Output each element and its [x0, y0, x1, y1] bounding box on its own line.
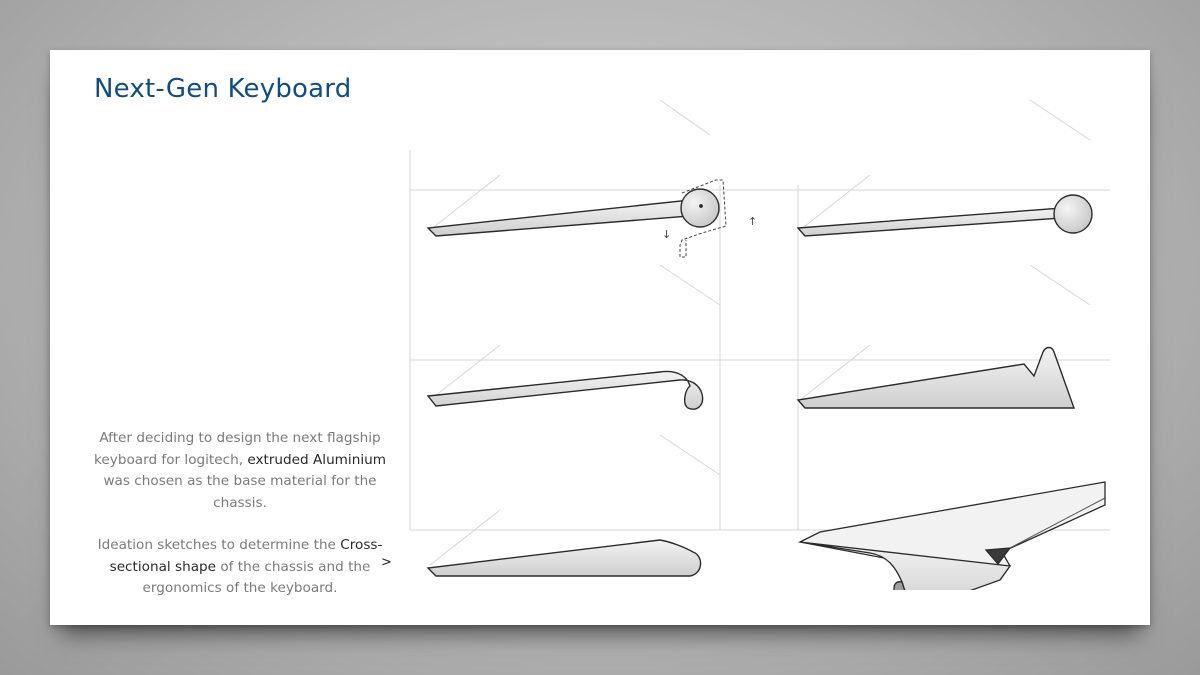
- description-paragraph-2: [90, 535, 390, 600]
- p2-text-1: Ideation sketches to determine the: [97, 537, 341, 553]
- p1-text-2: was chosen as the base material for the chassis.: [103, 473, 377, 511]
- description-paragraph-1: [90, 428, 390, 514]
- svg-text:↓: ↓: [662, 228, 672, 241]
- sketch-profile-ball-end: [798, 195, 1092, 236]
- sketch-profile-curled-edge: [428, 371, 703, 409]
- p2-emphasis-cross-sectional-shape: Cross-sectional shape: [109, 537, 383, 575]
- svg-text:↑: ↑: [748, 215, 758, 228]
- slide-title: Next-Gen Keyboard: [94, 74, 352, 104]
- sketch-profile-rounded-wedge: [428, 540, 701, 576]
- p1-emphasis-extruded-aluminium: extruded Aluminium: [247, 451, 386, 468]
- pencil-sketch-illustration: [390, 90, 1130, 590]
- sketch-profile-notched-edge: [798, 348, 1074, 409]
- sketch-profile-round-knob: [428, 180, 757, 257]
- p2-text-2: of the chassis and the ergonomics of the keyboard.: [142, 558, 371, 596]
- construction-lines: [410, 100, 1110, 565]
- next-arrow-icon[interactable]: >: [381, 555, 392, 570]
- description-text: [90, 428, 390, 600]
- sketch-perspective-chassis: [800, 482, 1105, 590]
- slide: [50, 50, 1150, 625]
- p1-text-1: After deciding to design the next flagship keyboard for logitech,: [94, 430, 381, 468]
